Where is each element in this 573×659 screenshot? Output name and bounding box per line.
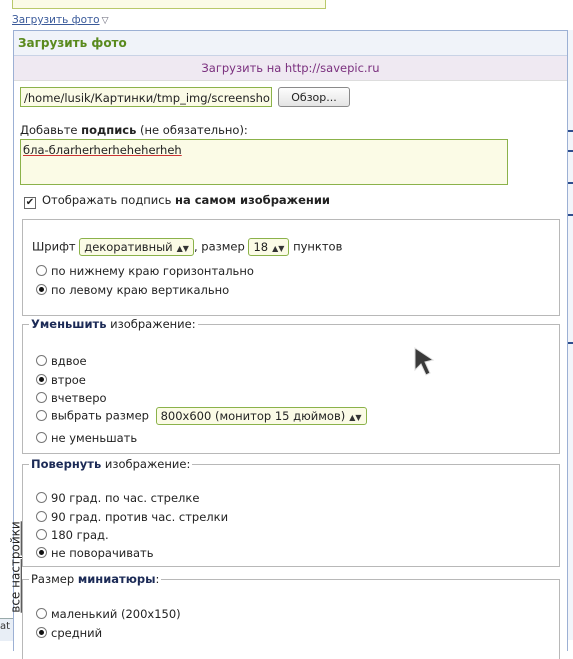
size-select[interactable]: 18 ▲▼	[248, 238, 289, 256]
resize-option[interactable]: вдвое	[36, 354, 87, 368]
radio-button[interactable]	[36, 511, 47, 522]
upload-photo-link[interactable]: Загрузить фото	[12, 14, 100, 26]
mouse-pointer-icon	[413, 346, 437, 378]
radio-button[interactable]	[36, 355, 47, 366]
radio-button[interactable]	[36, 410, 47, 421]
upload-photo-panel	[13, 30, 568, 651]
size-label: , размер	[193, 239, 245, 254]
radio-button-selected[interactable]	[36, 284, 47, 295]
font-select[interactable]: декоративный ▲▼	[79, 238, 194, 256]
bottom-strip-label: at	[0, 621, 11, 632]
thumbnail-fieldset	[22, 572, 560, 659]
all-settings-tab[interactable]	[8, 512, 32, 622]
thumbnail-legend: Размер миниатюры:	[31, 572, 160, 586]
up-down-arrows-icon: ▲▼	[349, 413, 362, 422]
background-field	[12, 0, 326, 9]
font-settings-box	[22, 219, 560, 316]
thumbnail-option[interactable]: маленький (200x150)	[36, 607, 181, 621]
caption-textarea[interactable]	[20, 139, 508, 185]
radio-button-selected[interactable]	[36, 627, 47, 638]
rotate-option[interactable]: не поворачивать	[36, 546, 154, 560]
rotate-option[interactable]: 180 град.	[36, 528, 109, 542]
upload-to-savepic-link[interactable]: Загрузить на http://savepic.ru	[14, 56, 567, 81]
rotate-fieldset	[22, 457, 560, 567]
upload-photo-trigger[interactable]	[12, 14, 108, 26]
panel-title: Загрузить фото	[14, 31, 567, 56]
radio-button-selected[interactable]	[36, 374, 47, 385]
radio-button-selected[interactable]	[36, 547, 47, 558]
resize-option[interactable]: не уменьшать	[36, 431, 137, 445]
up-down-arrows-icon: ▲▼	[272, 244, 285, 253]
resize-option-custom[interactable]: выбрать размер 800x600 (монитор 15 дюймов) ▲▼	[36, 407, 367, 425]
caption-text: бла-блаrherherheheherheh	[23, 143, 182, 157]
resize-fieldset	[22, 317, 560, 454]
resize-option[interactable]: вчетверо	[36, 391, 107, 405]
file-path-input[interactable]: /home/lusik/Картинки/tmp_img/screensho	[20, 87, 272, 107]
radio-button[interactable]	[36, 265, 47, 276]
all-settings-label[interactable]: все настройки	[8, 521, 23, 613]
show-caption-label: Отображать подпись на самом изображении	[42, 193, 330, 207]
page-bottom-strip	[0, 618, 14, 641]
radio-button[interactable]	[36, 392, 47, 403]
thumbnail-option[interactable]: средний	[36, 626, 102, 640]
font-row	[32, 238, 342, 256]
show-caption-row[interactable]	[24, 193, 330, 209]
radio-button[interactable]	[36, 432, 47, 443]
resize-legend: Уменьшить изображение:	[31, 317, 196, 331]
font-label: Шрифт	[32, 239, 76, 254]
resize-option[interactable]: втрое	[36, 373, 86, 387]
browse-button[interactable]: Обзор...	[278, 87, 350, 107]
rotate-option[interactable]: 90 град. по час. стрелке	[36, 491, 199, 505]
radio-button[interactable]	[36, 492, 47, 503]
size-unit-label: пунктов	[293, 239, 343, 254]
rotate-legend: Повернуть изображение:	[31, 457, 191, 471]
up-down-arrows-icon: ▲▼	[176, 244, 189, 253]
caption-position-option[interactable]: по левому краю вертикально	[36, 283, 229, 297]
radio-button[interactable]	[36, 529, 47, 540]
rotate-option[interactable]: 90 град. против час. стрелки	[36, 510, 228, 524]
chevron-down-icon[interactable]: ▽	[101, 16, 109, 26]
caption-position-option[interactable]: по нижнему краю горизонтально	[36, 264, 254, 278]
caption-label: Добавьте подпись (не обязательно):	[20, 123, 248, 137]
show-caption-checkbox[interactable]: ✔	[25, 197, 35, 208]
radio-button[interactable]	[36, 608, 47, 619]
resize-size-select[interactable]: 800x600 (монитор 15 дюймов) ▲▼	[156, 407, 367, 425]
